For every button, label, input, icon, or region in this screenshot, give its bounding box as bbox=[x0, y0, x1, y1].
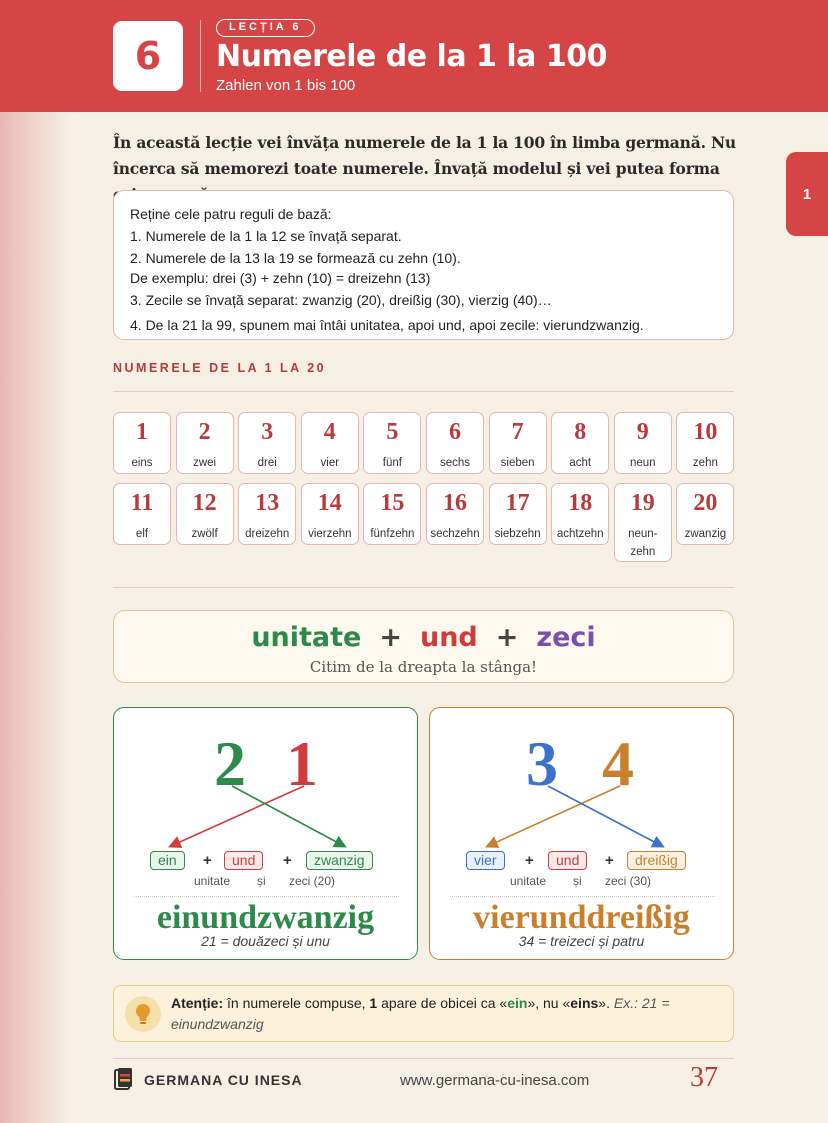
number-card bbox=[176, 412, 234, 474]
number-word: neun bbox=[630, 457, 656, 469]
note-text bbox=[171, 993, 726, 1035]
number-digit: 8 bbox=[574, 419, 587, 445]
chapter-tab[interactable]: 1 bbox=[786, 152, 828, 236]
unit-chip: vier bbox=[466, 851, 505, 870]
digit-tens: 3 bbox=[526, 728, 558, 799]
digit-tens: 2 bbox=[214, 728, 246, 799]
number-card bbox=[113, 412, 171, 474]
number-card bbox=[489, 483, 547, 545]
number-digit: 5 bbox=[386, 419, 399, 445]
note-text-part: ». bbox=[598, 995, 614, 1011]
lightbulb-icon bbox=[125, 996, 161, 1032]
number-word: vier bbox=[320, 457, 340, 469]
note-bold: 1 bbox=[369, 995, 378, 1011]
tens-caption: zeci (30) bbox=[605, 874, 652, 888]
result-equation: 21 = douăzeci și unu bbox=[201, 933, 330, 949]
result-word: vierunddreißig bbox=[473, 899, 690, 936]
number-digit: 16 bbox=[443, 490, 467, 516]
and-chip: und bbox=[224, 851, 263, 870]
result-word: einundzwanzig bbox=[156, 899, 375, 936]
unit-caption: unitate bbox=[510, 874, 547, 888]
number-word: dreizehn bbox=[245, 528, 290, 540]
tens-chip: zwanzig bbox=[306, 851, 373, 870]
formula-plus: + bbox=[379, 622, 402, 653]
number-word: eins bbox=[131, 457, 153, 469]
lesson-header bbox=[0, 0, 828, 112]
grid-divider bbox=[113, 587, 734, 588]
number-card bbox=[676, 412, 734, 474]
rule-item: 3. Zecile se învață separat: zwanzig (20), dreißig (30), vierzig (40)… bbox=[130, 292, 552, 308]
example-card-21 bbox=[113, 707, 418, 960]
number-digit: 14 bbox=[317, 490, 342, 516]
and-caption: și bbox=[257, 874, 266, 888]
rule-item: 1. Numerele de la 1 la 12 se învață separat. bbox=[130, 228, 402, 244]
rule-item: 2. Numerele de la 13 la 19 se formează cu zehn (10). bbox=[130, 250, 461, 266]
note-text-part: în numerele compuse, bbox=[223, 995, 370, 1011]
website-link[interactable]: www.germana-cu-inesa.com bbox=[400, 1072, 590, 1089]
left-decoration-strip bbox=[0, 112, 70, 1123]
number-word: achtzehn bbox=[556, 528, 604, 540]
book-logo-icon bbox=[113, 1068, 135, 1097]
number-word: sechzehn bbox=[430, 528, 480, 540]
note-label: Atenție: bbox=[171, 995, 224, 1011]
section-title: NUMERELE DE LA 1 LA 20 bbox=[113, 361, 327, 375]
and-chip: und bbox=[548, 851, 587, 870]
number-digit: 6 bbox=[449, 419, 461, 445]
rules-heading: Reține cele patru reguli de bază: bbox=[130, 206, 332, 222]
page-number: 37 bbox=[690, 1062, 718, 1093]
number-card bbox=[426, 412, 484, 474]
number-word: sieben bbox=[500, 457, 535, 469]
note-bold: eins bbox=[570, 995, 599, 1011]
section-divider bbox=[113, 391, 734, 392]
formula-unit: unitate bbox=[251, 622, 362, 653]
unit-chip: ein bbox=[150, 851, 185, 870]
page-title: Numerele de la 1 la 100 bbox=[216, 39, 607, 74]
intro-paragraph: În această lecție vei învăța numerele de la 1 la 100 în limba germană. Nu încerca să memorezi toate numerele. Învață modelul și vei putea forma bbox=[113, 133, 736, 178]
number-digit: 9 bbox=[636, 419, 649, 445]
rule-example: De exemplu: drei (3) + zehn (10) = dreizehn (13) bbox=[130, 270, 431, 286]
number-card bbox=[301, 483, 359, 545]
tens-chip: dreißig bbox=[627, 851, 686, 870]
number-digit: 1 bbox=[136, 419, 148, 445]
brand-name: GERMANA CU INESA bbox=[144, 1072, 303, 1088]
number-digit: 11 bbox=[130, 490, 154, 516]
number-word: vierzehn bbox=[308, 528, 352, 540]
result-equation: 34 = treizeci și patru bbox=[518, 933, 645, 949]
plus-sign: + bbox=[203, 852, 212, 869]
number-card bbox=[614, 412, 672, 474]
number-digit: 3 bbox=[261, 419, 274, 445]
number-digit: 12 bbox=[192, 490, 217, 516]
number-card bbox=[238, 412, 296, 474]
formula-plus: + bbox=[495, 622, 519, 653]
formula-and: und bbox=[419, 622, 478, 653]
dotted-separator bbox=[450, 896, 715, 897]
lesson-number-box: 6 bbox=[113, 21, 183, 91]
number-word: zehn bbox=[692, 457, 718, 469]
note-text-part: », nu « bbox=[527, 995, 571, 1011]
note-highlight: ein bbox=[507, 995, 528, 1011]
digit-units: 4 bbox=[602, 728, 634, 799]
note-text-part: apare de obicei ca « bbox=[377, 995, 508, 1011]
plus-sign: + bbox=[525, 852, 534, 869]
number-word: elf bbox=[135, 528, 149, 540]
number-word: siebzehn bbox=[494, 528, 541, 540]
formula-tens: zeci bbox=[536, 622, 596, 653]
plus-sign: + bbox=[605, 852, 614, 869]
lesson-label: LECȚIA 6 bbox=[216, 19, 315, 37]
formula-note: Citim de la dreapta la stânga! bbox=[309, 658, 538, 676]
number-digit: 13 bbox=[255, 490, 280, 516]
page-subtitle: Zahlen von 1 bis 100 bbox=[216, 77, 356, 94]
number-card bbox=[363, 483, 421, 545]
formula bbox=[114, 621, 733, 655]
note-example: Ex.: 21 = einundzwanzig bbox=[171, 995, 670, 1032]
number-digit: 15 bbox=[380, 490, 405, 516]
attention-note bbox=[113, 985, 734, 1042]
number-card bbox=[301, 412, 359, 474]
example-card-34 bbox=[429, 707, 734, 960]
number-word: neun- zehn bbox=[628, 528, 658, 558]
number-word: sechs bbox=[439, 457, 471, 469]
number-digit: 2 bbox=[198, 419, 211, 445]
number-word: zwei bbox=[193, 457, 217, 469]
number-card bbox=[551, 483, 609, 545]
tens-caption: zeci (20) bbox=[289, 874, 336, 888]
dotted-separator bbox=[134, 896, 399, 897]
number-digit: 17 bbox=[505, 490, 530, 516]
plus-sign: + bbox=[283, 852, 292, 869]
number-card bbox=[363, 412, 421, 474]
number-word: fünfzehn bbox=[370, 528, 415, 540]
unit-caption: unitate bbox=[194, 874, 231, 888]
number-card bbox=[676, 483, 734, 545]
number-digit: 7 bbox=[511, 419, 524, 445]
number-digit: 10 bbox=[693, 419, 718, 445]
header-divider bbox=[200, 20, 201, 92]
number-word: zwölf bbox=[191, 528, 218, 540]
number-digit: 20 bbox=[693, 490, 718, 516]
rules-box bbox=[113, 190, 734, 340]
number-digit: 19 bbox=[630, 490, 655, 516]
rule-item: 4. De la 21 la 99, spunem mai întâi unitatea, apoi und, apoi zecile: vierundzwanzig. bbox=[130, 317, 644, 333]
number-card bbox=[614, 483, 672, 562]
number-word: drei bbox=[257, 457, 277, 469]
and-caption: și bbox=[573, 874, 582, 888]
formula-box bbox=[113, 610, 734, 683]
number-word: acht bbox=[569, 457, 592, 469]
number-card bbox=[113, 483, 171, 545]
number-digit: 18 bbox=[568, 490, 593, 516]
number-digit: 4 bbox=[323, 419, 336, 445]
number-card bbox=[426, 483, 484, 545]
number-card bbox=[176, 483, 234, 545]
number-card bbox=[489, 412, 547, 474]
digit-units: 1 bbox=[286, 728, 318, 799]
number-card bbox=[551, 412, 609, 474]
number-word: zwanzig bbox=[684, 528, 727, 540]
footer-divider bbox=[113, 1058, 734, 1059]
number-word: fünf bbox=[382, 457, 402, 469]
number-card bbox=[238, 483, 296, 545]
